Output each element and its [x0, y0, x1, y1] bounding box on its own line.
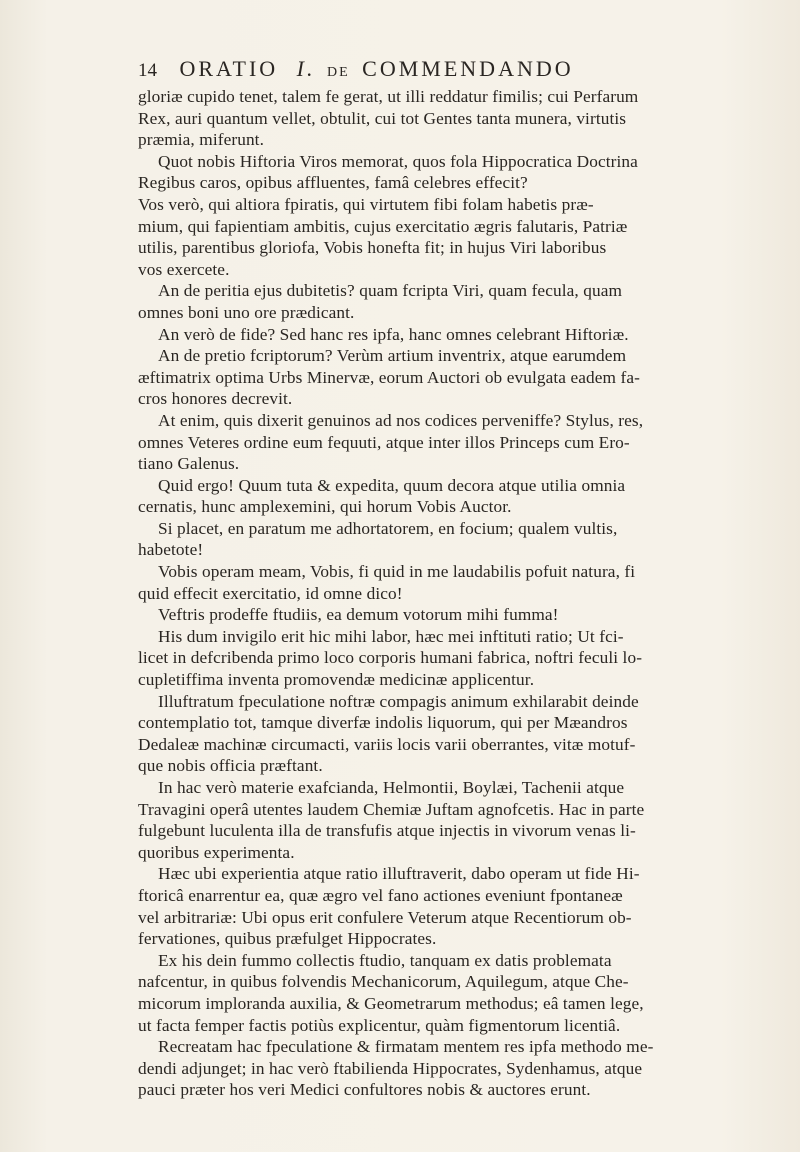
text-line: ftoricâ enarrentur ea, quæ ægro vel fano actiones eveniunt fpontaneæ [138, 885, 623, 905]
header-title-commendando: COMMENDANDO [362, 56, 574, 81]
text-line: micorum imploranda auxilia, & Geometrarum methodus; eâ tamen lege, [138, 993, 644, 1013]
text-line: vel arbitrariæ: Ubi opus erit confulere Veterum atque Recentiorum ob- [138, 907, 632, 927]
text-line: fulgebunt luculenta illa de transfufis atque injectis in vivorum venas li- [138, 821, 636, 841]
text-line: licet in defcribenda primo loco corporis humani fabrica, noftri feculi lo- [138, 648, 643, 668]
page-number: 14 [138, 60, 157, 81]
text-line: Quid ergo! Quum tuta & expedita, quum decora atque utilia omnia [158, 475, 626, 495]
text-line: An de pretio fcriptorum? Verùm artium inventrix, atque earumdem [158, 346, 627, 366]
text-line: Quot nobis Hiftoria Viros memorat, quos fola Hippocratica Doctrina [158, 151, 638, 171]
text-line: cupletiffima inventa promovendæ medicinæ applicentur. [138, 670, 535, 690]
text-line: Dedaleæ machinæ circumacti, variis locis varii oberrantes, vitæ motuf- [138, 734, 636, 754]
text-line: fervationes, quibus præfulget Hippocrates. [138, 929, 437, 949]
text-line: Regibus caros, opibus affluentes, famâ celebres effecit? [138, 173, 528, 193]
text-line: Travagini operâ utentes laudem Chemiæ Juftam agnofcetis. Hac in parte [138, 799, 645, 819]
text-line: An de peritia ejus dubitetis? quam fcripta Viri, quam fecula, quam [158, 281, 623, 301]
text-line: Illuftratum fpeculatione noftræ compagis animum exhilarabit deinde [158, 691, 639, 711]
text-line: utilis, parentibus gloriofa, Vobis honefta fit; in hujus Viri laboribus [138, 238, 607, 258]
text-line: An verò de fide? Sed hanc res ipfa, hanc omnes celebrant Hiftoriæ. [158, 324, 629, 344]
header-title-numeral: I. [296, 56, 316, 81]
text-line: Veftris prodeffe ftudiis, ea demum votorum mihi fumma! [158, 605, 559, 625]
text-line: æftimatrix optima Urbs Minervæ, eorum Auctori ob evulgata eadem fa- [138, 367, 640, 387]
text-line: nafcentur, in quibus folvendis Mechanicorum, Aquilegum, atque Che- [138, 972, 629, 992]
text-line: vos exercete. [138, 259, 230, 279]
text-line: ut facta femper factis potiùs explicentur, quàm figmentorum licentiâ. [138, 1015, 621, 1035]
text-line: habetote! [138, 540, 204, 560]
running-header [138, 56, 698, 86]
text-line: cros honores decrevit. [138, 389, 293, 409]
text-line: quid effecit exercitatio, id omne dico! [138, 583, 403, 603]
header-title-de: DE [327, 65, 350, 80]
text-line: In hac verò materie exafcianda, Helmontii, Boylæi, Tachenii atque [158, 778, 625, 797]
text-line: præmia, miferunt. [138, 130, 265, 150]
text-line: Vobis operam meam, Vobis, fi quid in me laudabilis pofuit natura, fi [158, 562, 636, 582]
header-title-oratio: ORATIO [179, 56, 279, 81]
text-line: Rex, auri quantum vellet, obtulit, cui tot Gentes tanta munera, virtutis [138, 108, 627, 128]
text-line: Si placet, en paratum me adhortatorem, en focium; qualem vultis, [158, 518, 618, 538]
text-line: dendi adjunget; in hac verò ftabilienda Hippocrates, Sydenhamus, atque [138, 1058, 643, 1078]
text-line: Recreatam hac fpeculatione & firmatam mentem res ipfa methodo me- [158, 1037, 654, 1057]
text-line: que nobis officia præftant. [138, 756, 323, 776]
text-line: cernatis, hunc amplexemini, qui horum Vobis Auctor. [138, 497, 512, 517]
text-line: quoribus experimenta. [138, 842, 295, 862]
text-line: pauci præter hos veri Medici confultores nobis & auctores erunt. [138, 1080, 591, 1100]
text-line: contemplatio tot, tamque diverfæ indolis liquorum, qui per Mæandros [138, 713, 628, 733]
text-line: tiano Galenus. [138, 454, 240, 474]
body-text [138, 86, 778, 1101]
text-line: Ex his dein fummo collectis ftudio, tanquam ex datis problemata [158, 950, 612, 970]
text-line: Vos verò, qui altiora fpiratis, qui virtutem fibi folam habetis præ- [138, 194, 594, 214]
text-line: omnes Veteres ordine eum fequuti, atque inter illos Princeps cum Ero- [138, 432, 630, 452]
text-line: omnes boni uno ore prædicant. [138, 302, 355, 322]
text-line: At enim, quis dixerit genuinos ad nos codices perveniffe? Stylus, res, [158, 410, 644, 430]
text-line: His dum invigilo erit hic mihi labor, hæc mei inftituti ratio; Ut fci- [158, 626, 624, 646]
text-line: mium, qui fapientiam ambitis, cujus exercitatio ægris falutaris, Patriæ [138, 216, 628, 236]
text-line: Hæc ubi experientia atque ratio illuftraverit, dabo operam ut fide Hi- [158, 864, 640, 884]
text-line: gloriæ cupido tenet, talem fe gerat, ut illi reddatur fimilis; cui Perfarum [138, 87, 639, 106]
